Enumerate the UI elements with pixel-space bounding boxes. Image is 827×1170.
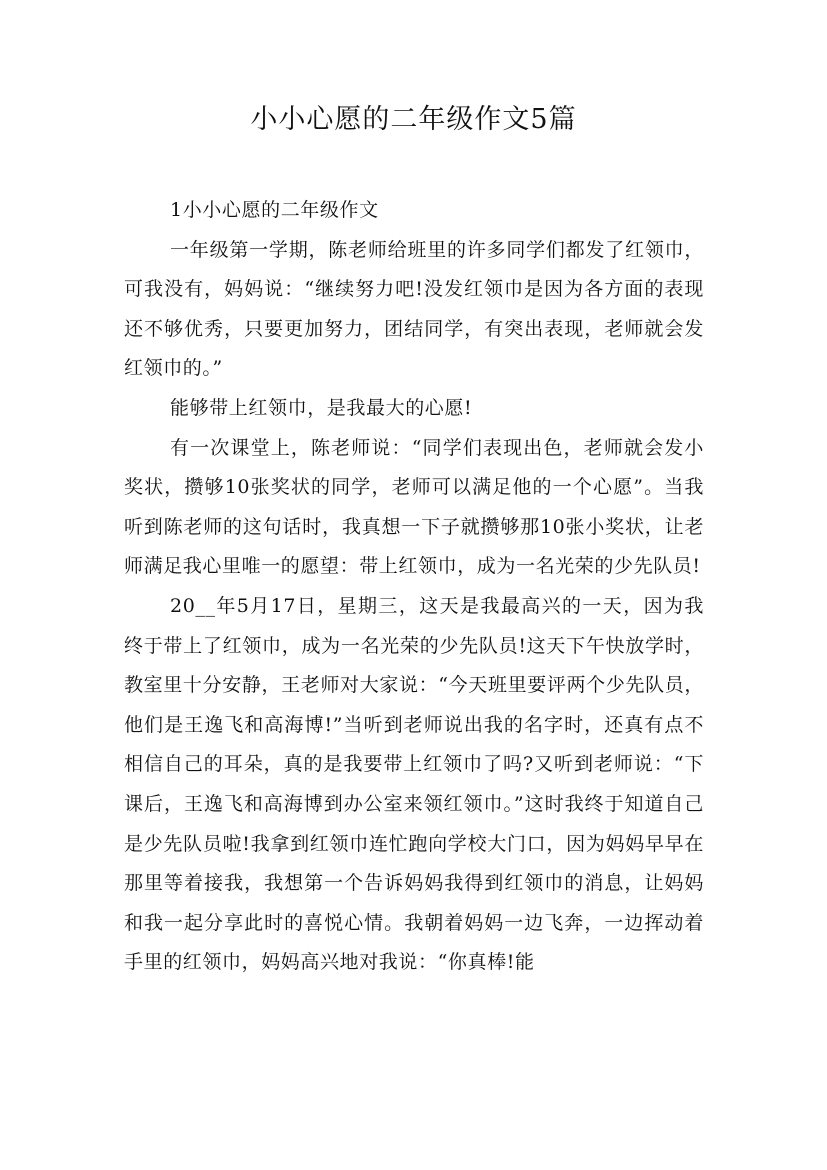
paragraph: 20__年5月17日，星期三，这天是我最高兴的一天，因为我终于带上了红领巾，成为一名光荣的少先队员!这天下午快放学时，教室里十分安静，王老师对大家说：“今天班里要评两个少先队员，他们是王逸飞和高海博!”当听到老师说出我的名字时，还真有点不相信自己的耳朵，真的是我要带上红领巾了吗?又听到老师说：“下课后，王逸飞和高海博到办公室来领红领巾。”这时我终于知道自己是少先队员啦!我拿到红领巾连忙跑向学校大门口，因为妈妈早早在那里等着接我，我想第一个告诉妈妈我得到红领巾的消息，让妈妈和我一起分享此时的喜悦心情。我朝着妈妈一边飞奔，一边挥动着手里的红领巾，妈妈高兴地对我说：“你真棒!能 [124,594,704,974]
section-heading: 1小小心愿的二年级作文 [170,199,379,221]
paragraph: 一年级第一学期，陈老师给班里的许多同学们都发了红领巾，可我没有，妈妈说：“继续努力吧!没发红领巾是因为各方面的表现还不够优秀，只要更加努力，团结同学，有突出表现，老师就会发红领巾的。” [124,238,704,380]
paragraph: 能够带上红领巾，是我最大的心愿! [170,396,473,419]
document-title: 小小心愿的二年级作文5篇 [250,104,577,135]
document-body [124,191,704,983]
paragraph: 有一次课堂上，陈老师说：“同学们表现出色，老师就会发小奖状，攒够10张奖状的同学，老师可以满足他的一个心愿”。当我听到陈老师的这句话时，我真想一下子就攒够那10张小奖状，让老师满足我心里唯一的愿望：带上红领巾，成为一名光荣的少先队员! [124,436,704,578]
